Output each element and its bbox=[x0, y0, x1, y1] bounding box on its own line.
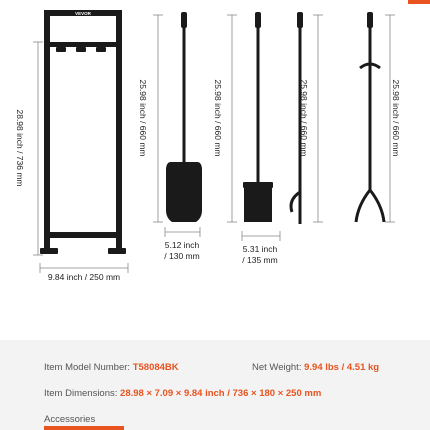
shovel-height-label: 25.98 inch / 660 mm bbox=[138, 79, 148, 157]
brush bbox=[243, 12, 273, 222]
tongs bbox=[367, 12, 373, 192]
accessories-label: Accessories bbox=[44, 414, 96, 425]
poker-height-label: 25.98 inch / 660 mm bbox=[299, 79, 309, 157]
accent-bar-bottom bbox=[44, 426, 124, 430]
brand-logo: VEVOR bbox=[75, 11, 91, 16]
stand bbox=[40, 10, 126, 254]
shovel-width-label: 5.12 inch / 130 mm bbox=[164, 240, 200, 261]
model-number: Item Model Number: T58084BK bbox=[44, 362, 179, 373]
stand-width-label: 9.84 inch / 250 mm bbox=[47, 272, 121, 282]
brush-width-label: 5.31 inch / 135 mm bbox=[242, 244, 278, 265]
brush-height-label: 25.98 inch / 660 mm bbox=[213, 79, 223, 157]
shovel bbox=[166, 12, 202, 222]
item-dimensions: Item Dimensions: 28.98 × 7.09 × 9.84 inch / 736 × 180 × 250 mm bbox=[44, 388, 322, 399]
stand-height-label: 28.98 inch / 736 mm bbox=[15, 109, 25, 187]
tongs-height-label: 25.98 inch / 660 mm bbox=[391, 79, 401, 157]
spec-panel bbox=[0, 340, 430, 430]
net-weight: Net Weight: 9.94 lbs / 4.51 kg bbox=[252, 362, 380, 373]
